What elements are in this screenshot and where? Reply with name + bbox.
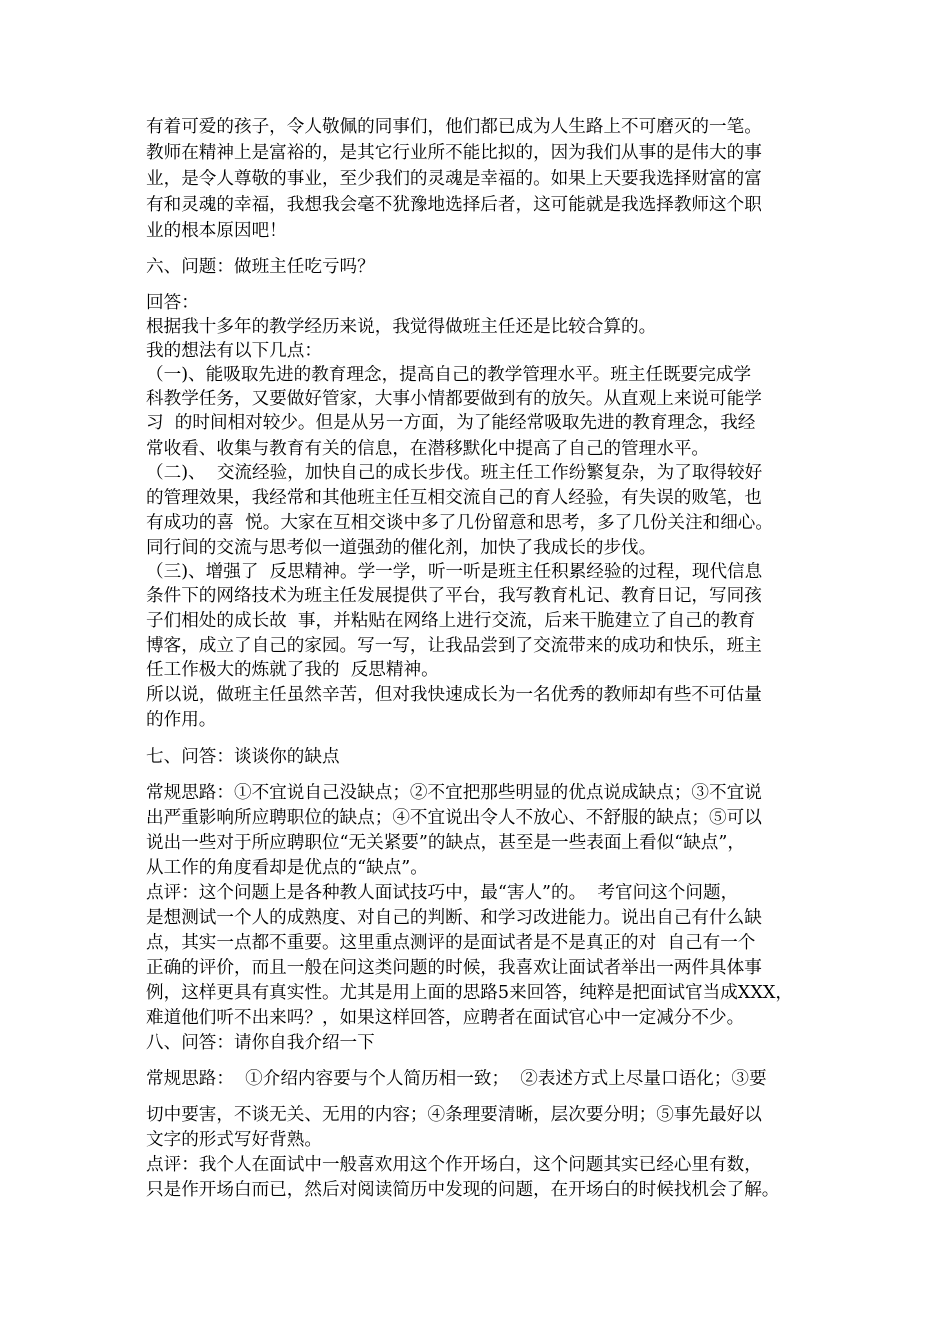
text-line: （三)、增强了 反思精神。学一学，听一听是班主任积累经验的过程，现代信息: [146, 562, 763, 582]
text-line: 习 的时间相对较少。但是从另一方面，为了能经常吸取先进的教育理念，我经: [146, 413, 756, 433]
text-line: 出严重影响所应聘职位的缺点；④不宜说出令人不放心、不舒服的缺点；⑤可以: [146, 808, 762, 828]
text-line: 根据我十多年的教学经历来说，我觉得做班主任还是比较合算的。: [146, 317, 657, 337]
text-line: 子们相处的成长故 事，并粘贴在网络上进行交流，后来干脆建立了自己的教育: [146, 611, 756, 631]
text-line: 回答：: [146, 293, 199, 313]
text-line: 八、问答：请你自我介绍一下: [146, 1033, 375, 1053]
text-line: 有着可爱的孩子，令人敬佩的同事们，他们都已成为人生路上不可磨灭的一笔。: [146, 117, 762, 137]
text-line: 从工作的角度看却是优点的“缺点”。: [146, 858, 428, 878]
text-line: 我的想法有以下几点：: [146, 341, 322, 361]
text-line: 常收看、收集与教育有关的信息，在潜移默化中提高了自己的管理水平。: [146, 439, 710, 459]
text-line: （二)、 交流经验，加快自己的成长步伐。班主任工作纷繁复杂，为了取得较好: [146, 463, 763, 483]
text-line: 同行间的交流与思考似一道强劲的催化剂，加快了我成长的步伐。: [146, 538, 657, 558]
text-line: 常规思路：①不宜说自己没缺点；②不宜把那些明显的优点说成缺点；③不宜说: [146, 783, 762, 803]
text-line: 难道他们听不出来吗？，如果这样回答，应聘者在面试官心中一定减分不少。: [146, 1008, 745, 1028]
section-heading: 七、问答：谈谈你的缺点: [146, 747, 340, 767]
text-line: 有和灵魂的幸福，我想我会毫不犹豫地选择后者，这可能就是我选择教师这个职: [146, 195, 762, 215]
text-line: 文字的形式写好背熟。: [146, 1130, 322, 1150]
text-line: 是想测试一个人的成熟度、对自己的判断、和学习改进能力。说出自己有什么缺: [146, 908, 762, 928]
text-line: 的管理效果，我经常和其他班主任互相交流自己的育人经验，有失误的败笔，也: [146, 488, 762, 508]
section-heading: 六、问题：做班主任吃亏吗？: [146, 257, 375, 277]
text-line: 说出一些对于所应聘职位“无关紧要”的缺点，甚至是一些表面上看似“缺点”，: [146, 833, 745, 853]
text-line: 只是作开场白而已，然后对阅读简历中发现的问题，在开场白的时候找机会了解。: [146, 1180, 780, 1200]
text-line: 业的根本原因吧！: [146, 221, 287, 241]
text-line: （一)、能吸取先进的教育理念，提高自己的教学管理水平。班主任既要完成学: [146, 365, 752, 385]
text-line: 的作用。: [146, 710, 217, 730]
text-line: 博客，成立了自己的家园。写一写，让我品尝到了交流带来的成功和快乐，班主: [146, 636, 762, 656]
text-line: 有成功的喜 悦。大家在互相交谈中多了几份留意和思考，多了几份关注和细心。: [146, 513, 773, 533]
section-heading: 常规思路： ①介绍内容要与个人简历相一致； ②表述方式上尽量口语化；③要: [146, 1069, 767, 1089]
text-line: 教师在精神上是富裕的，是其它行业所不能比拟的，因为我们从事的是伟大的事: [146, 143, 762, 163]
text-line: 点，其实一点都不重要。这里重点测评的是面试者是不是真正的对 自己有一个: [146, 933, 756, 953]
text-line: 正确的评价，而且一般在问这类问题的时候，我喜欢让面试者举出一两件具体事: [146, 958, 762, 978]
text-line: 条件下的网络技术为班主任发展提供了平台，我写教育札记、教育日记，写同孩: [146, 586, 762, 606]
text-line: 业，是令人尊敬的事业，至少我们的灵魂是幸福的。如果上天要我选择财富的富: [146, 169, 762, 189]
text-line: 所以说，做班主任虽然辛苦，但对我快速成长为一名优秀的教师却有些不可估量: [146, 685, 762, 705]
text-line: 点评：我个人在面试中一般喜欢用这个作开场白，这个问题其实已经心里有数，: [146, 1155, 762, 1175]
text-line: 科教学任务，又要做好管家，大事小情都要做到有的放矢。从直观上来说可能学: [146, 389, 762, 409]
text-line: 点评：这个问题上是各种教人面试技巧中，最“害人”的。 考官问这个问题，: [146, 883, 739, 903]
text-line: 例，这样更具有真实性。尤其是用上面的思路5来回答，纯粹是把面试官当成XXX，: [146, 983, 793, 1003]
text-line: 任工作极大的炼就了我的 反思精神。: [146, 660, 439, 680]
text-line: 切中要害，不谈无关、无用的内容；④条理要清晰，层次要分明；⑤事先最好以: [146, 1105, 762, 1125]
